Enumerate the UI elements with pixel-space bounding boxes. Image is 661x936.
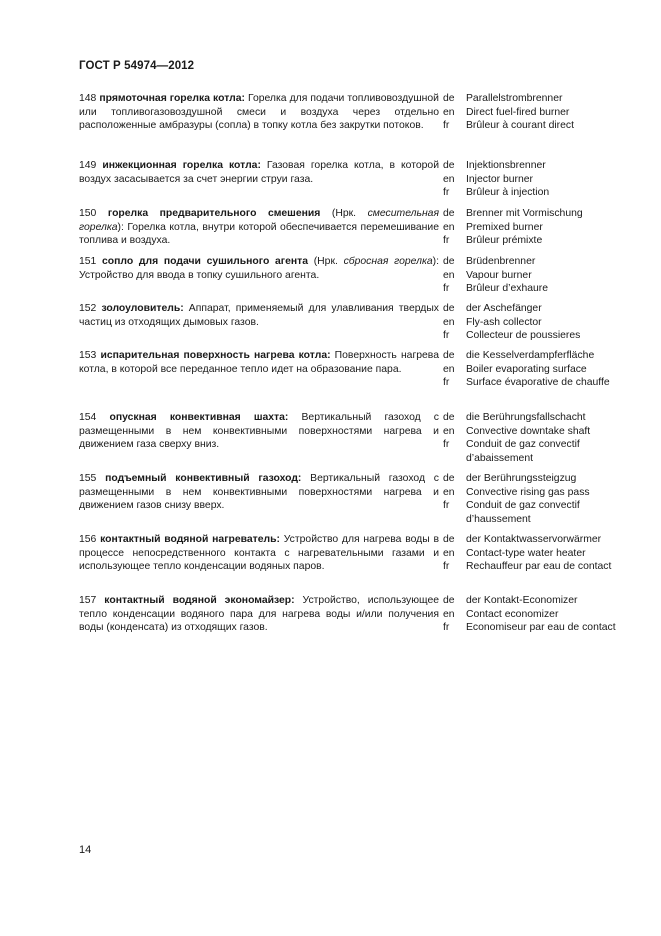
term-name: прямоточная горелка котла:	[99, 93, 245, 104]
language-codes	[443, 255, 465, 296]
term-definition	[79, 302, 439, 329]
lang-code: de	[443, 473, 455, 484]
translation-text: Direct fuel-fired burner	[466, 106, 570, 118]
translation-text: Brûleur à injection	[466, 187, 550, 198]
lang-code: de	[443, 303, 455, 314]
language-codes	[443, 594, 465, 635]
lang-code: fr	[443, 439, 450, 450]
translation-text: Brenner mit Vormischung	[466, 208, 583, 219]
term-definition	[79, 472, 439, 513]
language-codes	[443, 302, 465, 343]
lang-code: en	[443, 363, 455, 375]
lang-code: en	[443, 486, 455, 498]
term-name: подъемный конвективный газоход:	[105, 473, 302, 484]
lang-code: en	[443, 173, 455, 185]
translation-text: Surface évaporative de chauffe	[466, 377, 610, 388]
translation-text: die Kesselverdampferfläche	[466, 350, 595, 361]
term-note-suffix: ):	[432, 256, 440, 267]
term-entry-148	[79, 92, 619, 159]
translation-text: Convective downtake shaft	[466, 425, 591, 437]
term-description: Аппарат, применяемый для улавливания твердых частиц из отходящих дымовых газов.	[79, 303, 439, 328]
lang-code: en	[443, 608, 455, 620]
translation-text: die Berührungsfallschacht	[466, 412, 586, 423]
term-entry-157	[79, 594, 619, 655]
lang-code: en	[443, 221, 455, 233]
term-number: 157	[79, 595, 97, 606]
term-entry-150	[79, 207, 619, 255]
translation-text: Premixed burner	[466, 221, 543, 233]
lang-code: fr	[443, 561, 450, 572]
term-definition	[79, 411, 439, 452]
lang-code: de	[443, 595, 455, 606]
translation-text: der Kontakt-Economizer	[466, 595, 578, 606]
lang-code: de	[443, 350, 455, 361]
lang-code: fr	[443, 187, 450, 198]
term-note-prefix: (Нрк.	[308, 256, 344, 267]
translation-text: Conduit de gaz convectif d’haussement	[466, 500, 580, 525]
language-codes	[443, 207, 465, 248]
language-codes	[443, 349, 465, 390]
translation-text: Boiler evaporating surface	[466, 363, 587, 375]
term-name: горелка предварительного смешения	[107, 208, 321, 219]
term-name: инжекционная горелка котла:	[102, 160, 261, 171]
translation-text: Injector burner	[466, 173, 533, 185]
translation-text: Collecteur de poussieres	[466, 330, 581, 341]
lang-code: fr	[443, 622, 450, 633]
term-definition	[79, 159, 439, 186]
lang-code: fr	[443, 235, 450, 246]
term-name: контактный водяной экономайзер:	[104, 595, 295, 606]
lang-code: en	[443, 106, 455, 118]
term-number: 155	[79, 473, 97, 484]
translations	[466, 533, 626, 574]
term-number: 153	[79, 350, 97, 361]
term-number: 150	[79, 208, 97, 219]
term-name: опускная конвективная шахта:	[109, 412, 289, 423]
term-description: Вертикальный газоход с размещенными в нем конвективными поверхностями нагрева и движением газов снизу вверх.	[79, 473, 439, 511]
translation-text: Vapour burner	[466, 269, 532, 281]
translations	[466, 594, 626, 635]
lang-code: fr	[443, 120, 450, 131]
term-entry-154	[79, 411, 619, 472]
lang-code: de	[443, 534, 455, 545]
term-entry-151	[79, 255, 619, 302]
language-codes	[443, 533, 465, 574]
lang-code: de	[443, 208, 455, 219]
translation-text: Brûleur prémixte	[466, 235, 543, 246]
translation-text: Brûleur d’exhaure	[466, 283, 549, 294]
language-codes	[443, 92, 465, 133]
term-number: 154	[79, 412, 97, 423]
term-entry-153	[79, 349, 619, 411]
term-name: испарительная поверхность нагрева котла:	[100, 350, 331, 361]
translation-text: der Berührungssteigzug	[466, 473, 577, 484]
lang-code: en	[443, 425, 455, 437]
term-number: 149	[79, 160, 97, 171]
term-entry-149	[79, 159, 619, 207]
term-name: золоуловитель:	[101, 303, 184, 314]
page-number: 14	[79, 844, 92, 856]
translation-text: Contact-type water heater	[466, 547, 586, 559]
translations	[466, 349, 626, 390]
translation-text: Economiseur par eau de contact	[466, 622, 616, 633]
translation-text: Conduit de gaz convectif d’abaissement	[466, 439, 580, 464]
term-definition	[79, 533, 439, 574]
term-number: 152	[79, 303, 97, 314]
term-description: Устройство для ввода в топку сушильного агента.	[79, 269, 320, 281]
translation-text: Parallelstrombrenner	[466, 93, 563, 104]
translations	[466, 159, 626, 200]
language-codes	[443, 472, 465, 513]
term-number: 156	[79, 534, 97, 545]
term-definition	[79, 255, 439, 282]
term-number: 148	[79, 93, 97, 104]
term-description: Горелка котла, внутри которой обеспечивается перемешивание топлива и воздуха.	[79, 221, 439, 246]
language-codes	[443, 159, 465, 200]
lang-code: de	[443, 160, 455, 171]
translation-text: Brüdenbrenner	[466, 256, 536, 267]
term-number: 151	[79, 256, 97, 267]
lang-code: de	[443, 256, 455, 267]
term-description: Устройство, использующее тепло конденсации водяного пара для нагрева воды и/или получения воды (конденсата) из отходящих газов.	[79, 595, 440, 633]
term-name: контактный водяной нагреватель:	[100, 534, 281, 545]
translations	[466, 411, 626, 465]
lang-code: fr	[443, 500, 450, 511]
translation-text: Contact economizer	[466, 608, 559, 620]
lang-code: fr	[443, 330, 450, 341]
translations	[466, 255, 626, 296]
lang-code: en	[443, 269, 455, 281]
term-description: Поверхность нагрева котла, в которой все переданное тепло идет на образование пара.	[79, 350, 439, 375]
term-description: Горелка для подачи топливовоздушной или топливогазовоздушной смеси и воздуха через отдельно расположенные амбразуры (сопла) в топку котла без закрутки потоков.	[79, 93, 439, 131]
term-entry-155	[79, 472, 619, 533]
lang-code: en	[443, 316, 455, 328]
term-deprecated-synonym: смесительная горелка	[79, 208, 439, 233]
translation-text: Injektionsbrenner	[466, 160, 546, 171]
term-definition	[79, 594, 439, 635]
translations	[466, 472, 626, 526]
terms-list	[79, 92, 619, 655]
term-note-suffix: ):	[117, 221, 124, 233]
term-description: Газовая горелка котла, в которой воздух засасывается за счет энергии струи газа.	[79, 160, 439, 185]
lang-code: fr	[443, 283, 450, 294]
translations	[466, 207, 626, 248]
term-description: Устройство для нагрева воды в процессе непосредственного контакта с нагревательными газами и использующее тепло конденсации водяных паров.	[79, 534, 439, 572]
translation-text: Fly-ash collector	[466, 316, 542, 328]
translation-text: der Kontaktwasservorwärmer	[466, 534, 602, 545]
term-definition	[79, 207, 439, 248]
term-definition	[79, 349, 439, 376]
translation-text: Convective rising gas pass	[466, 486, 590, 498]
document-header: ГОСТ Р 54974—2012	[79, 60, 195, 72]
translation-text: der Aschefänger	[466, 303, 542, 314]
language-codes	[443, 411, 465, 452]
lang-code: de	[443, 93, 455, 104]
lang-code: en	[443, 547, 455, 559]
translation-text: Brûleur à courant direct	[466, 120, 575, 131]
term-entry-152	[79, 302, 619, 349]
translations	[466, 302, 626, 343]
term-name: сопло для подачи сушильного агента	[102, 256, 309, 267]
translations	[466, 92, 626, 133]
term-note-prefix: (Нрк.	[320, 208, 368, 219]
term-entry-156	[79, 533, 619, 594]
term-description: Вертикальный газоход с размещенными в нем конвективными поверхностями нагрева и движением газа сверху вниз.	[79, 412, 439, 450]
term-deprecated-synonym: сбросная горелка	[343, 256, 433, 267]
lang-code: de	[443, 412, 455, 423]
lang-code: fr	[443, 377, 450, 388]
translation-text: Rechauffeur par eau de contact	[466, 561, 612, 572]
term-definition	[79, 92, 439, 133]
